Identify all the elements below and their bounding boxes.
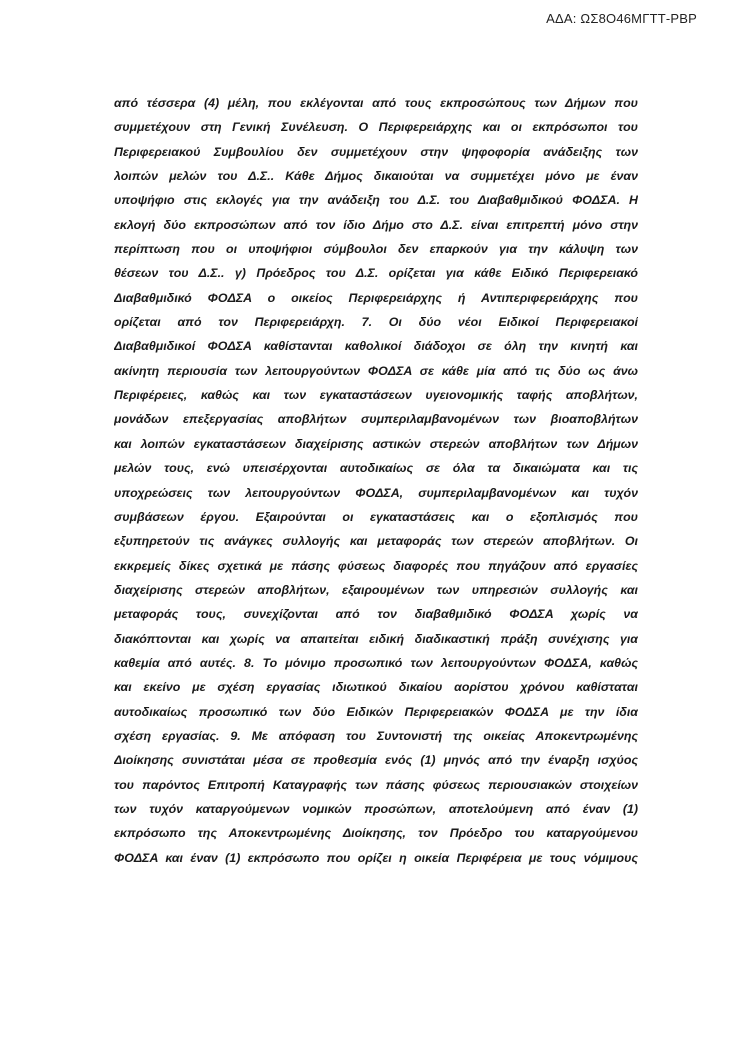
text-line: από τέσσερα (4) μέλη, που εκλέγονται από τους εκπροσώπους των Δήμων που	[114, 96, 638, 110]
text-line: ακίνητη περιουσία των λειτουργούντων ΦΟΔΣΑ σε κάθε μία από τις δύο ως άνω	[114, 363, 638, 378]
text-line: διακόπτονται και χωρίς να απαιτείται ειδική διαδικαστική πράξη συνέχισης για	[114, 631, 638, 646]
ada-header: ΑΔΑ: ΩΣ8Ο46ΜΓΤΤ-ΡΒΡ	[546, 11, 697, 26]
text-line: συμμετέχουν στη Γενική Συνέλευση. Ο Περιφερειάρχης και οι εκπρόσωποι του	[114, 120, 638, 135]
text-line: μονάδων επεξεργασίας αποβλήτων συμπεριλαμβανομένων των βιοαποβλήτων	[114, 412, 638, 427]
text-line: υποχρεώσεις των λειτουργούντων ΦΟΔΣΑ, συμπεριλαμβανομένων και τυχόν	[114, 485, 638, 500]
text-line: συμβάσεων έργου. Εξαιρούνται οι εγκαταστάσεις και ο εξοπλισμός που	[114, 509, 638, 524]
text-line: λοιπών μελών του Δ.Σ.. Κάθε Δήμος δικαιούται να συμμετέχει μόνο με έναν	[114, 169, 638, 184]
text-line: Διαβαθμιδικό ΦΟΔΣΑ ο οικείος Περιφερειάρχης ή Αντιπεριφερειάρχης που	[114, 290, 638, 305]
text-line: Διαβαθμιδικοί ΦΟΔΣΑ καθίστανται καθολικοί διάδοχοι σε όλη την κινητή και	[114, 339, 638, 354]
text-line: υποψήφιο στις εκλογές για την ανάδειξη του Δ.Σ. του Διαβαθμιδικού ΦΟΔΣΑ. Η	[114, 193, 638, 208]
text-line: καθεμία από αυτές. 8. Το μόνιμο προσωπικό των λειτουργούντων ΦΟΔΣΑ, καθώς	[114, 655, 638, 670]
text-line: εκλογή δύο εκπροσώπων από τον ίδιο Δήμο στο Δ.Σ. είναι επιτρεπτή μόνο στην	[114, 217, 638, 232]
text-line: αυτοδικαίως προσωπικό των δύο Ειδικών Περιφερειακών ΦΟΔΣΑ με την ίδια	[114, 704, 638, 719]
text-line: εκκρεμείς δίκες σχετικά με πάσης φύσεως διαφορές που πηγάζουν από εργασίες	[114, 558, 638, 573]
text-line: θέσεων του Δ.Σ.. γ) Πρόεδρος του Δ.Σ. ορίζεται για κάθε Ειδικό Περιφερειακό	[114, 266, 638, 281]
text-line: και εκείνο με σχέση εργασίας ιδιωτικού δικαίου αορίστου χρόνου καθίσταται	[114, 680, 638, 695]
text-line: Περιφερειακού Συμβουλίου δεν συμμετέχουν στην ψηφοφορία ανάδειξης των	[114, 144, 638, 159]
text-line: εξυπηρετούν τις ανάγκες συλλογής και μεταφοράς των στερεών αποβλήτων. Οι	[114, 534, 638, 549]
text-line: ορίζεται από τον Περιφερειάρχη. 7. Οι δύο νέοι Ειδικοί Περιφερειακοί	[114, 315, 638, 330]
body-text	[114, 91, 638, 870]
text-line: διαχείρισης στερεών αποβλήτων, εξαιρουμένων των υπηρεσιών συλλογής και	[114, 582, 638, 597]
text-line: και λοιπών εγκαταστάσεων διαχείρισης αστικών στερεών αποβλήτων των Δήμων	[114, 436, 638, 451]
text-line: περίπτωση που οι υποψήφιοι σύμβουλοι δεν επαρκούν για την κάλυψη των	[114, 242, 638, 257]
text-line: ΦΟΔΣΑ και έναν (1) εκπρόσωπο που ορίζει η οικεία Περιφέρεια με τους νόμιμους	[114, 850, 638, 865]
text-line: σχέση εργασίας. 9. Με απόφαση του Συντονιστή της οικείας Αποκεντρωμένης	[114, 728, 638, 743]
text-line: των τυχόν καταργούμενων νομικών προσώπων, αποτελούμενη από έναν (1)	[114, 801, 638, 816]
text-line: του παρόντος Επιτροπή Καταγραφής των πάσης φύσεως περιουσιακών στοιχείων	[114, 777, 638, 792]
text-line: Διοίκησης συνιστάται μέσα σε προθεσμία ενός (1) μηνός από την έναρξη ισχύος	[114, 753, 638, 768]
text-line: εκπρόσωπο της Αποκεντρωμένης Διοίκησης, τον Πρόεδρο του καταργούμενου	[114, 826, 638, 841]
text-line: Περιφέρειες, καθώς και των εγκαταστάσεων υγειονομικής ταφής αποβλήτων,	[114, 388, 638, 403]
text-line: μελών τους, ενώ υπεισέρχονται αυτοδικαίως σε όλα τα δικαιώματα και τις	[114, 461, 638, 476]
text-line: μεταφοράς τους, συνεχίζονται από τον διαβαθμιδικό ΦΟΔΣΑ χωρίς να	[114, 607, 638, 622]
